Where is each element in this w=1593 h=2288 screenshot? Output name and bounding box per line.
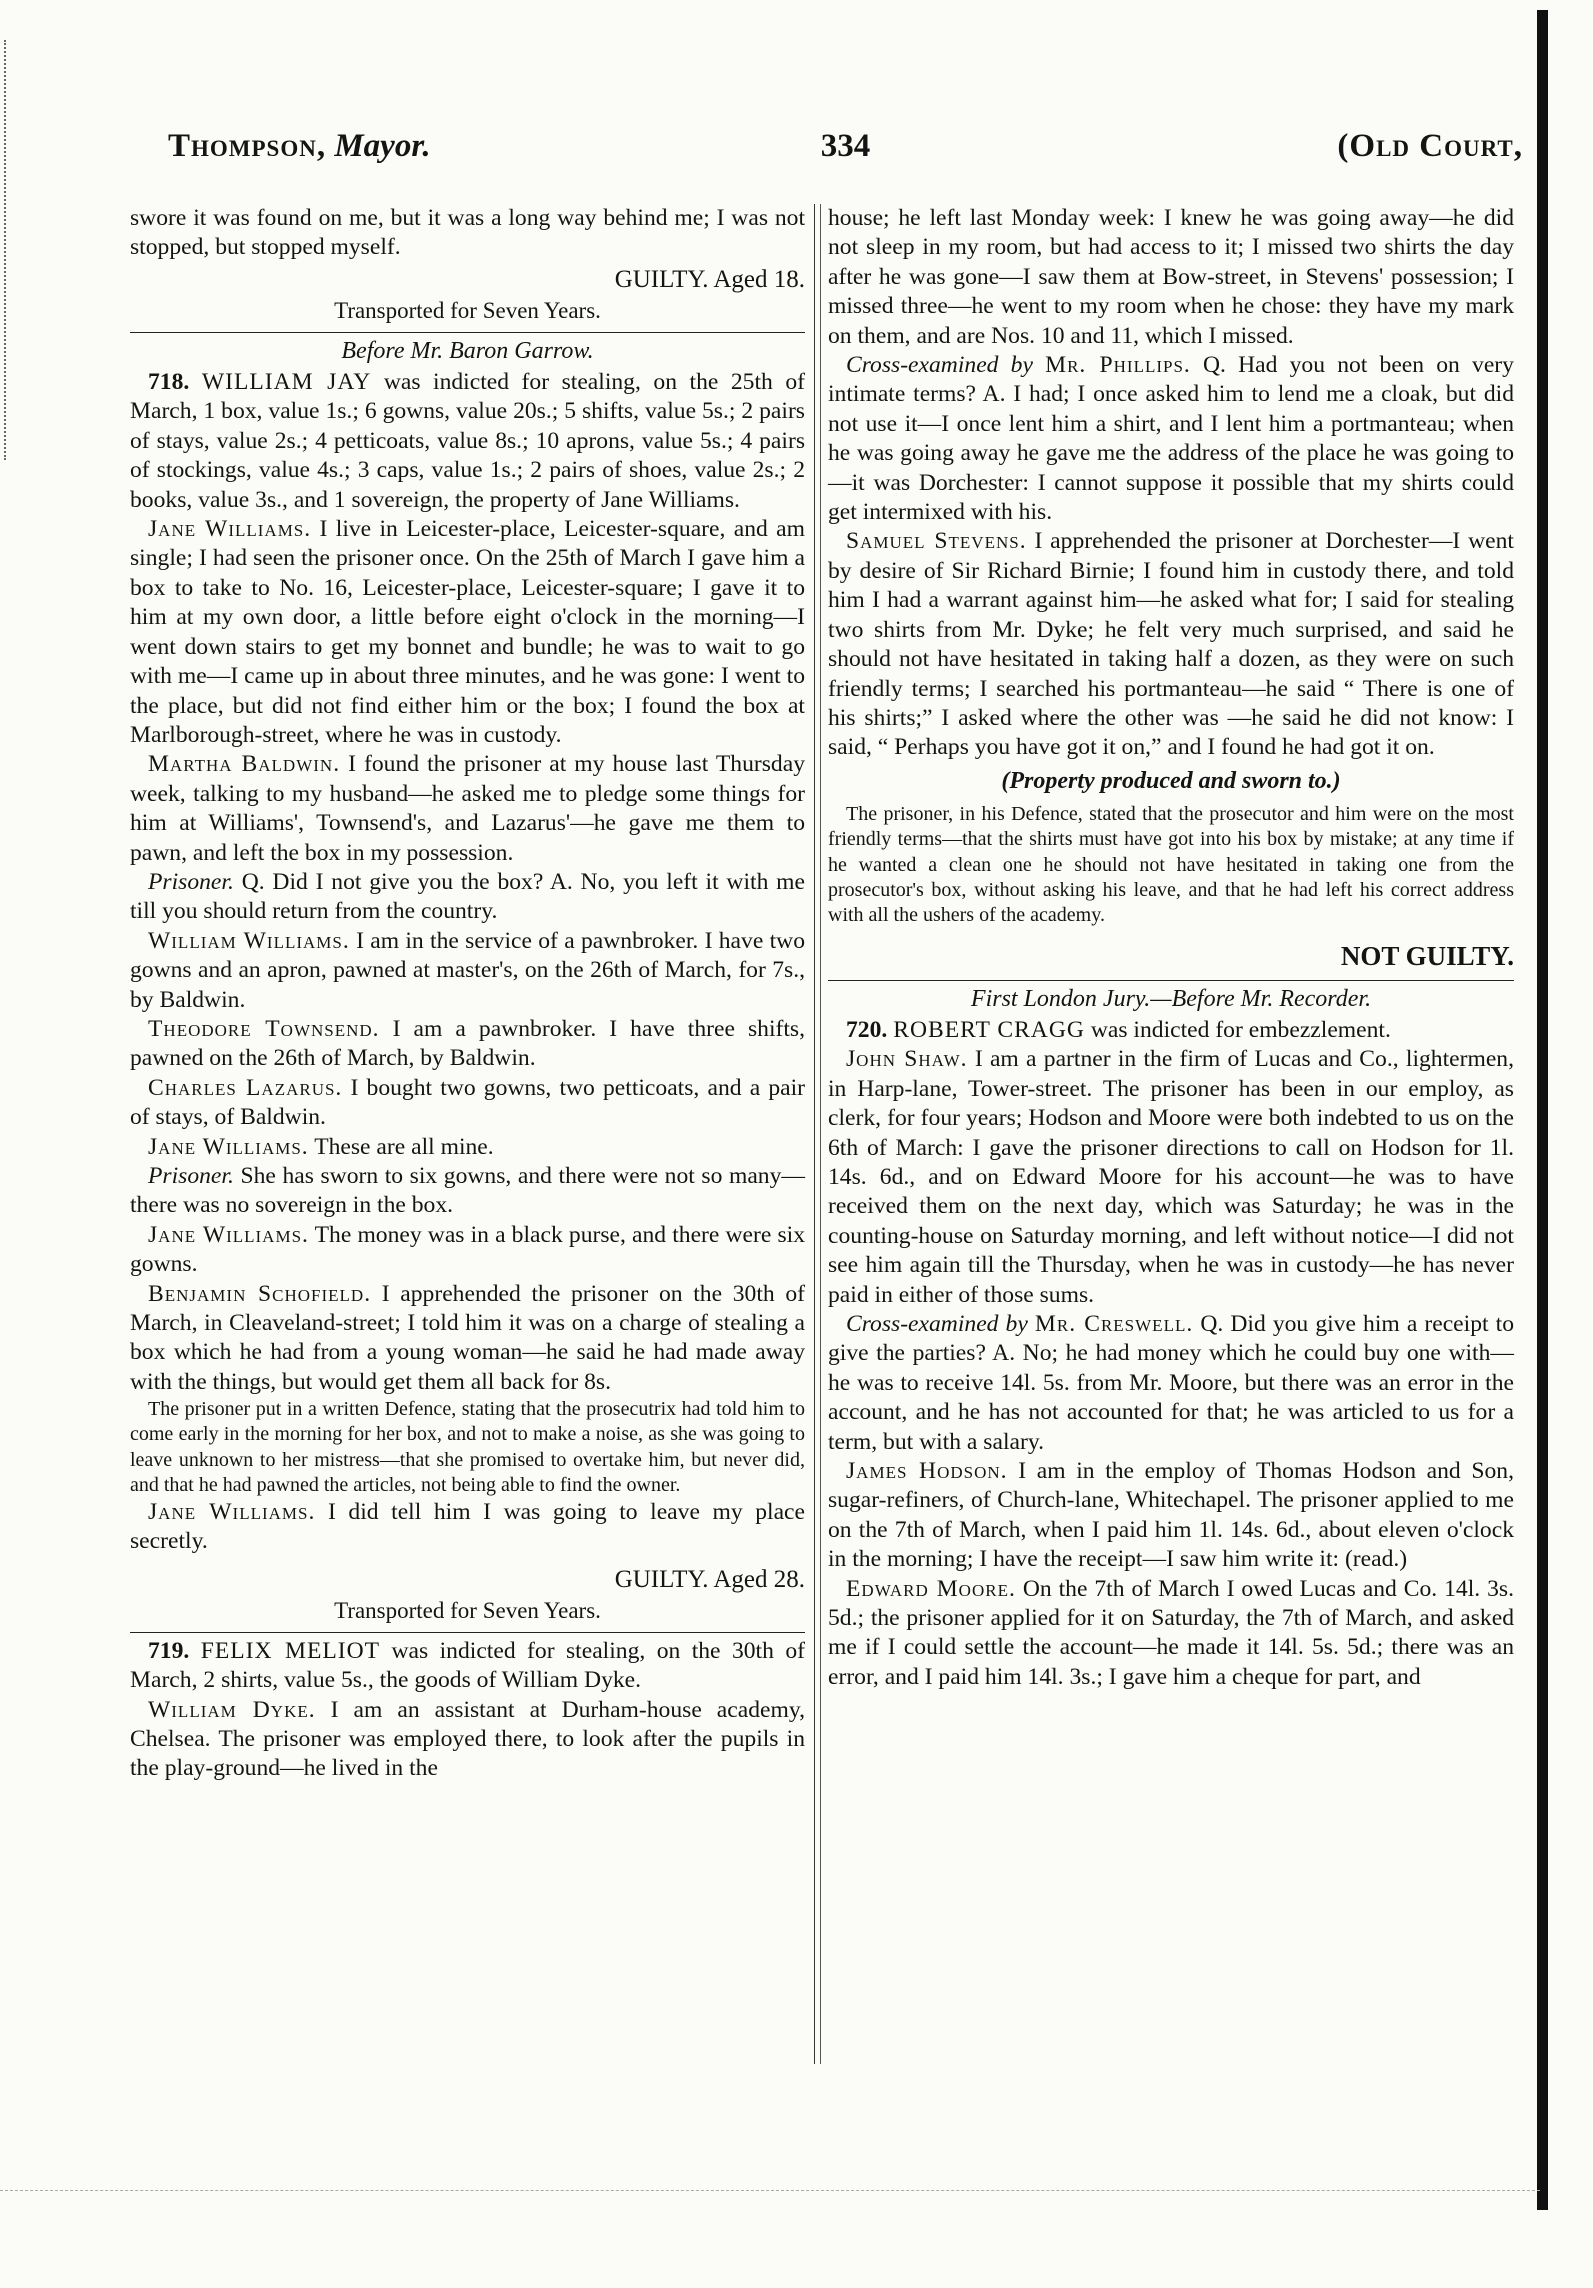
testimony-text: I am a pawnbroker. I have three shifts, pawned on the 26th of March, by Baldwin. [130,1015,805,1072]
property-note: (Property produced and sworn to.) [1001,767,1341,794]
section-rule [828,980,1514,981]
defence-statement: The prisoner, in his Defence, stated that the prosecutor and him were on the most friendly terms—that the shirts must have got into his box by mistake; at any time if he wanted a clean one he should not have hesitated in taking one from the prosecutor's box, without asking his leave, and that he had left his correct address with all the ushers of the academy. [828,803,1514,926]
testimony [130,1696,805,1784]
testimony-text: I am in the employ of Thomas Hodson and Son, sugar-refiners, of Church-lane, Whitechapel. The prisoner applied to me on the 7th of March, when I paid him 1l. 14s. 6d., about eleven o'clock in the morning; I have the receipt—I saw him write it: (read.) [828,1458,1514,1573]
page-number: 334 [820,128,871,164]
testimony [130,1162,805,1221]
left-column [130,204,805,1784]
testimony-text: These are all mine. [314,1133,494,1160]
testimony-text: On the 7th of March I owed Lucas and Co. 14l. 3s. 5d.; the prisoner applied for it on Saturday, the 7th of March, and asked me if I could settle the account—he made it 14l. 5s. 5d.; there was an error, and I paid him 14l. 3s.; I gave him a cheque for part, and [828,1575,1515,1690]
verdict: GUILTY. Aged 28. [614,1565,805,1593]
speaker: Edward Moore. [846,1575,1016,1602]
column-divider-inner [820,204,821,2064]
testimony [130,1498,805,1557]
speaker: Benjamin Schofield. [148,1280,372,1307]
testimony-text: I found the prisoner at my house last Thursday week, talking to my husband—he asked me to pledge some things for him at Williams', Townsend's, and Lazarus'—he gave me them to pawn, and left the box in my possession. [130,751,805,866]
cross-examination [828,351,1514,527]
testimony [130,1074,805,1133]
testimony-text: I did tell him I was going to leave my place secretly. [130,1499,805,1555]
speaker: Jane Williams. [148,516,312,543]
speaker: Charles Lazarus. [148,1074,343,1101]
mayor-role: Mayor. [334,128,431,164]
case-718-indictment [130,368,805,515]
defendant-name: FELIX MELIOT [200,1637,381,1664]
case-number: 719. [148,1637,190,1664]
testimony-text: I bought two gowns, two petticoats, and a pair of stays, of Baldwin. [130,1074,806,1131]
cross-label: Cross-examined by [846,1311,1028,1338]
continued-testimony: swore it was found on me, but it was a long way behind me; I was not stopped, but stopped myself. [130,205,805,261]
indictment-text: was indicted for stealing, on the 25th of March, 1 box, value 1s.; 6 gowns, value 20s.; 5 shifts, value 5s.; 2 pairs of stays, value 2s.; 4 petticoats, value 8s.; 10 aprons, value 5s.; 4 pairs of stockings, value 4s.; 3 caps, value 1s.; 2 pairs of shoes, value 2s.; 2 books, value 3s., and 1 sovereign, the property of Jane Williams. [130,369,805,513]
testimony [130,750,805,868]
testimony [130,1221,805,1280]
sentence: Transported for Seven Years. [334,298,601,324]
mayor-name: Thompson, [168,128,327,164]
indictment-text: was indicted for embezzlement. [1090,1016,1391,1043]
speaker: Jane Williams. [148,1221,309,1248]
scan-edge-bar [1537,10,1548,2210]
speaker: Jane Williams. [148,1133,309,1160]
speaker: Martha Baldwin. [148,751,341,778]
testimony [828,1457,1514,1575]
section-rule [130,332,805,333]
cross-examination [828,1310,1514,1457]
case-720-indictment [828,1016,1514,1045]
sentence: Transported for Seven Years. [334,1598,601,1624]
testimony [130,868,805,927]
right-column [828,204,1514,1692]
running-head [168,128,1523,178]
testimony-text: Q. Did I not give you the box? A. No, you left it with me till you should return from the country. [130,868,805,925]
counsel-name: Mr. Phillips. [1045,352,1191,379]
speaker: William Dyke. [148,1696,316,1723]
cross-label: Cross-examined by [846,352,1033,379]
testimony-text: I am a partner in the firm of Lucas and Co., lightermen, in Harp-lane, Tower-street. The prisoner has been in our employ, as clerk, for four years; Hodson and Moore were both indebted to us on the 6th of March: I gave the prisoner directions to call on Hodson for 1l. 14s. 6d., and on Edward Moore for his account—he was to have received them on the next day, which was Saturday; he was in the counting-house on Saturday morning, and left without notice—I did not see him again till the Thursday, when he was in custody—he has never paid in either of those sums. [828,1046,1515,1308]
testimony-text: I apprehended the prisoner at Dorchester—I went by desire of Sir Richard Birnie; I found him in custody there, and told him I had a warrant against him—he asked what for; I said for stealing two shirts from Mr. Dyke; he felt very much surprised, and said he should not have hesitated in taking half a dozen, as they were on such friendly terms; I searched his portmanteau—he said “ There is one of his shirts;” I asked where the other was —he said he did not know: I said, “ Perhaps you have got it on,” and I found he had got it on. [828,528,1514,761]
scan-margin-marks [4,40,24,460]
testimony-text: Q. Did you give him a receipt to give the parties? A. No; he had money which he could buy one with—he was to receive 14l. 5s. from Mr. Moore, but there was an error in the account, and he has not accounted for that; he was articled to us for a term, but with a salary. [828,1311,1514,1455]
case-number: 720. [846,1016,888,1043]
counsel-name: Mr. Creswell. [1034,1311,1194,1338]
speaker: Jane Williams. [148,1499,316,1526]
court-name: (Old Court, [1337,128,1523,164]
trial-heading: First London Jury.—Before Mr. Recorder. [970,985,1372,1012]
testimony [130,515,805,750]
testimony-text: I am in the service of a pawnbroker. I have two gowns and an apron, pawned at master's, on the 26th of March, for 7s., by Baldwin. [130,927,805,1013]
speaker: Prisoner. [148,868,234,895]
speaker: Prisoner. [148,1163,234,1189]
speaker: William Williams. [148,927,350,954]
speaker: James Hodson. [846,1458,1008,1485]
testimony [130,1015,805,1074]
case-number: 718. [148,369,190,396]
verdict: GUILTY. Aged 18. [614,265,805,293]
testimony [130,927,805,1015]
testimony [828,1045,1514,1310]
defendant-name: ROBERT CRAGG [893,1016,1085,1043]
continued-testimony: house; he left last Monday week: I knew he was going away—he did not sleep in my room, but had access to it; I missed two shirts the day after he was gone—I saw them at Bow-street, in Stevens' possession; I missed three—he went to my room when he chose: they have my mark on them, and are Nos. 10 and 11, which I missed. [828,205,1514,349]
testimony-text: The money was in a black purse, and there were six gowns. [130,1221,805,1278]
testimony [828,527,1514,762]
section-rule [130,1632,805,1633]
defendant-name: WILLIAM JAY [201,369,372,396]
testimony [130,1280,805,1398]
trial-heading: Before Mr. Baron Garrow. [341,337,594,364]
defence-statement: The prisoner put in a written Defence, stating that the prosecutrix had told him to come early in the morning for her box, and not to make a noise, as she was going to leave unknown to her mistress—that she promised to overtake him, but never did, and that he had pawned the articles, not being able to find the owner. [130,1398,805,1496]
testimony [130,1133,805,1162]
testimony-text: She has sworn to six gowns, and there were not so many—there was no sovereign in the box. [130,1163,805,1219]
testimony-text: I live in Leicester-place, Leicester-square, and am single; I had seen the prisoner once. On the 25th of March I gave him a box to take to No. 16, Leicester-place, Leicester-square; I gave it to him at my own door, a little before eight o'clock in the morning—I went down stairs to get my bonnet and bundle; he was to wait to go with me—I came up in about three minutes, and he was gone: I went to the place, but did not find either him or the box; I found the box at Marlborough-street, where he was in custody. [130,516,806,748]
verdict: NOT GUILTY. [1340,941,1514,972]
testimony-text: I am an assistant at Durham-house academy, Chelsea. The prisoner was employed there, to look after the pupils in the play-ground—he lived in the [130,1696,806,1782]
case-719-indictment [130,1637,805,1696]
column-divider [814,204,815,2064]
testimony-text: Q. Had you not been on very intimate terms? A. I had; I once asked him to lend me a cloak, but did not use it—I once lent him a shirt, and I lent him a portmanteau; when he was going away he gave me the address of the place he was going to—it was Dorchester: I cannot suppose it possible that my shirts could get intermixed with his. [828,352,1514,526]
testimony-text: I apprehended the prisoner on the 30th of March, in Cleaveland-street; I told him it was on a charge of stealing a box which he had from a young woman—he said he had made away with the things, but would get them all back for 8s. [130,1280,805,1395]
testimony [828,1575,1514,1693]
speaker: Theodore Townsend. [148,1015,380,1042]
scan-bottom-rule [0,2190,1540,2191]
speaker: John Shaw. [846,1046,968,1073]
indictment-text: was indicted for stealing, on the 30th of March, 2 shirts, value 5s., the goods of William Dyke. [130,1637,805,1694]
speaker: Samuel Stevens. [846,528,1027,555]
